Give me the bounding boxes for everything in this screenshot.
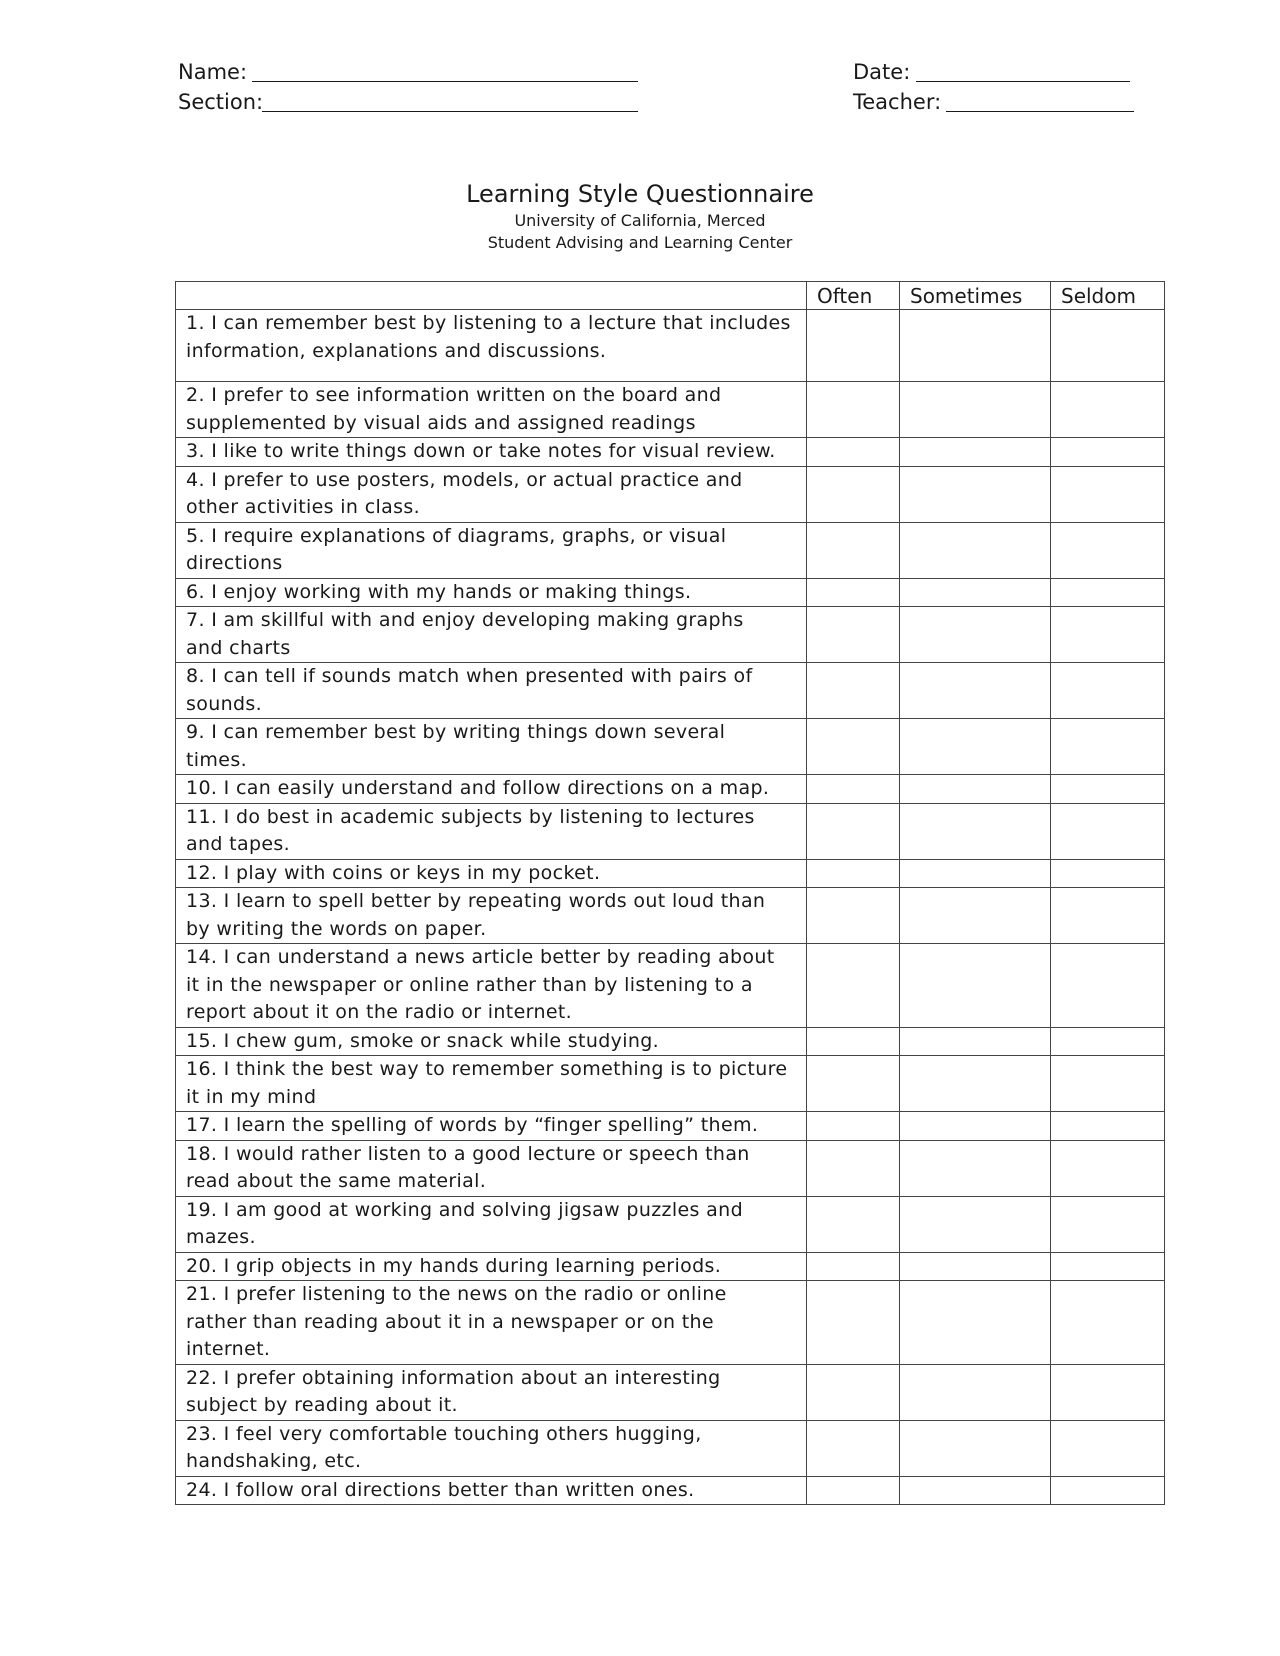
column-header-seldom: Seldom: [1051, 282, 1165, 310]
question-line: 8. I can tell if sounds match when presented with pairs of: [186, 665, 753, 687]
answer-cell-often[interactable]: [807, 522, 900, 578]
table-row: [176, 775, 1165, 804]
date-label: Date:: [853, 60, 911, 84]
question-text: [176, 775, 807, 804]
question-line: it in the newspaper or online rather than by listening to a: [186, 973, 753, 996]
table-row: [176, 1252, 1165, 1281]
answer-cell-sometimes[interactable]: [900, 310, 1051, 382]
table-row: [176, 1140, 1165, 1196]
question-line: internet.: [186, 1338, 271, 1360]
question-line: it in my mind: [186, 1085, 317, 1108]
answer-cell-often[interactable]: [807, 382, 900, 438]
table-row: [176, 522, 1165, 578]
table-row: [176, 1281, 1165, 1365]
answer-cell-sometimes[interactable]: [900, 1196, 1051, 1252]
question-line: read about the same material.: [186, 1170, 487, 1192]
question-line: report about it on the radio or internet.: [186, 1001, 573, 1023]
question-line: and tapes.: [186, 833, 291, 855]
question-line: directions: [186, 552, 283, 574]
answer-cell-seldom[interactable]: [1051, 859, 1165, 888]
question-line: 14. I can understand a news article better by reading about: [186, 946, 775, 968]
question-line: 7. I am skillful with and enjoy developing making graphs: [186, 609, 744, 631]
table-row: [176, 1196, 1165, 1252]
question-line: times.: [186, 748, 247, 771]
table-row: [176, 1056, 1165, 1112]
question-line: 15. I chew gum, smoke or snack while studying.: [186, 1029, 660, 1052]
answer-cell-seldom[interactable]: [1051, 438, 1165, 467]
table-row: [176, 578, 1165, 607]
answer-cell-often[interactable]: [807, 1056, 900, 1112]
answer-cell-sometimes[interactable]: [900, 944, 1051, 1028]
answer-cell-seldom[interactable]: [1051, 1476, 1165, 1505]
answer-cell-seldom[interactable]: [1051, 1196, 1165, 1252]
question-text: [176, 578, 807, 607]
answer-cell-sometimes[interactable]: [900, 382, 1051, 438]
question-text: [176, 859, 807, 888]
questionnaire-table: [175, 281, 1165, 1505]
answer-cell-sometimes[interactable]: [900, 522, 1051, 578]
question-text: [176, 663, 807, 719]
answer-cell-sometimes[interactable]: [900, 1364, 1051, 1420]
answer-cell-sometimes[interactable]: [900, 803, 1051, 859]
question-text: [176, 1420, 807, 1476]
answer-cell-sometimes[interactable]: [900, 888, 1051, 944]
answer-cell-sometimes[interactable]: [900, 1027, 1051, 1056]
question-line: 11. I do best in academic subjects by listening to lectures: [186, 805, 755, 828]
question-text: [176, 438, 807, 467]
answer-cell-often[interactable]: [807, 663, 900, 719]
answer-cell-often[interactable]: [807, 1420, 900, 1476]
answer-cell-often[interactable]: [807, 310, 900, 382]
question-text: [176, 888, 807, 944]
answer-cell-seldom[interactable]: [1051, 1056, 1165, 1112]
question-line: 18. I would rather listen to a good lecture or speech than: [186, 1142, 750, 1165]
question-line: 10. I can easily understand and follow directions on a map.: [186, 777, 770, 799]
question-line: by writing the words on paper.: [186, 917, 487, 940]
answer-cell-often[interactable]: [807, 944, 900, 1028]
answer-cell-sometimes[interactable]: [900, 1056, 1051, 1112]
answer-cell-often[interactable]: [807, 888, 900, 944]
question-line: and charts: [186, 636, 291, 659]
question-line: subject by reading about it.: [186, 1394, 458, 1416]
answer-cell-sometimes[interactable]: [900, 1112, 1051, 1141]
question-text: [176, 944, 807, 1028]
question-text: [176, 1112, 807, 1141]
answer-cell-sometimes[interactable]: [900, 466, 1051, 522]
answer-cell-seldom[interactable]: [1051, 578, 1165, 607]
teacher-field[interactable]: [946, 111, 1134, 112]
answer-cell-often[interactable]: [807, 1140, 900, 1196]
question-line: other activities in class.: [186, 496, 421, 518]
question-line: 13. I learn to spell better by repeating words out loud than: [186, 890, 766, 912]
table-row: [176, 310, 1165, 382]
answer-cell-seldom[interactable]: [1051, 1364, 1165, 1420]
answer-cell-seldom[interactable]: [1051, 1420, 1165, 1476]
question-line: mazes.: [186, 1226, 256, 1248]
answer-cell-seldom[interactable]: [1051, 775, 1165, 804]
question-line: 24. I follow oral directions better than written ones.: [186, 1478, 695, 1501]
answer-cell-often[interactable]: [807, 1112, 900, 1141]
question-line: 4. I prefer to use posters, models, or actual practice and: [186, 468, 743, 491]
answer-cell-sometimes[interactable]: [900, 1420, 1051, 1476]
column-header-question: [176, 282, 807, 310]
document-title: Learning Style Questionnaire: [466, 180, 814, 208]
answer-cell-sometimes[interactable]: [900, 1476, 1051, 1505]
question-line: information, explanations and discussions.: [186, 339, 607, 362]
answer-cell-often[interactable]: [807, 1252, 900, 1281]
question-line: 5. I require explanations of diagrams, graphs, or visual: [186, 524, 727, 547]
answer-cell-seldom[interactable]: [1051, 803, 1165, 859]
table-row: [176, 466, 1165, 522]
question-text: [176, 1476, 807, 1505]
question-text: [176, 607, 807, 663]
answer-cell-sometimes[interactable]: [900, 859, 1051, 888]
answer-cell-sometimes[interactable]: [900, 607, 1051, 663]
question-text: [176, 1056, 807, 1112]
question-text: [176, 1364, 807, 1420]
name-field[interactable]: [252, 81, 638, 82]
question-line: rather than reading about it in a newspaper or on the: [186, 1310, 714, 1333]
question-text: [176, 1027, 807, 1056]
question-text: [176, 522, 807, 578]
answer-cell-sometimes[interactable]: [900, 663, 1051, 719]
section-label: Section:: [178, 90, 264, 114]
answer-cell-sometimes[interactable]: [900, 719, 1051, 775]
question-text: [176, 719, 807, 775]
column-header-often: Often: [807, 282, 900, 310]
name-label: Name:: [178, 60, 248, 84]
question-text: [176, 803, 807, 859]
answer-cell-often[interactable]: [807, 466, 900, 522]
table-row: [176, 1364, 1165, 1420]
answer-cell-seldom[interactable]: [1051, 310, 1165, 382]
answer-cell-seldom[interactable]: [1051, 1140, 1165, 1196]
document-subtitle-center: Student Advising and Learning Center: [487, 233, 793, 252]
answer-cell-seldom[interactable]: [1051, 522, 1165, 578]
answer-cell-seldom[interactable]: [1051, 719, 1165, 775]
answer-cell-often[interactable]: [807, 775, 900, 804]
answer-cell-seldom[interactable]: [1051, 944, 1165, 1028]
answer-cell-seldom[interactable]: [1051, 663, 1165, 719]
answer-cell-sometimes[interactable]: [900, 1140, 1051, 1196]
question-line: 2. I prefer to see information written on the board and: [186, 384, 722, 406]
section-field[interactable]: [262, 111, 638, 112]
question-line: 6. I enjoy working with my hands or making things.: [186, 580, 692, 603]
table-row: [176, 944, 1165, 1028]
column-header-sometimes: Sometimes: [900, 282, 1051, 310]
answer-cell-sometimes[interactable]: [900, 775, 1051, 804]
question-text: [176, 1196, 807, 1252]
question-line: 21. I prefer listening to the news on the radio or online: [186, 1283, 727, 1305]
question-line: 12. I play with coins or keys in my pocket.: [186, 861, 601, 884]
answer-cell-often[interactable]: [807, 1027, 900, 1056]
table-row: [176, 663, 1165, 719]
answer-cell-seldom[interactable]: [1051, 466, 1165, 522]
answer-cell-often[interactable]: [807, 719, 900, 775]
answer-cell-often[interactable]: [807, 859, 900, 888]
answer-cell-seldom[interactable]: [1051, 888, 1165, 944]
table-row: [176, 382, 1165, 438]
question-rows: [176, 310, 1165, 1505]
table-row: [176, 1476, 1165, 1505]
question-line: 20. I grip objects in my hands during learning periods.: [186, 1254, 722, 1277]
table-row: [176, 888, 1165, 944]
question-line: 3. I like to write things down or take notes for visual review.: [186, 440, 776, 462]
question-line: supplemented by visual aids and assigned readings: [186, 411, 696, 434]
answer-cell-seldom[interactable]: [1051, 1281, 1165, 1365]
answer-cell-sometimes[interactable]: [900, 1252, 1051, 1281]
document-subtitle-university: University of California, Merced: [514, 211, 766, 230]
answer-cell-often[interactable]: [807, 1281, 900, 1365]
table-row: [176, 1420, 1165, 1476]
question-line: handshaking, etc.: [186, 1450, 362, 1472]
question-text: [176, 1281, 807, 1365]
answer-cell-often[interactable]: [807, 1196, 900, 1252]
date-field[interactable]: [916, 81, 1130, 82]
answer-cell-seldom[interactable]: [1051, 1027, 1165, 1056]
answer-cell-often[interactable]: [807, 607, 900, 663]
question-line: 9. I can remember best by writing things down several: [186, 721, 726, 743]
question-text: [176, 382, 807, 438]
answer-cell-often[interactable]: [807, 1364, 900, 1420]
answer-cell-often[interactable]: [807, 803, 900, 859]
table-row: [176, 859, 1165, 888]
answer-cell-often[interactable]: [807, 1476, 900, 1505]
question-text: [176, 1252, 807, 1281]
question-text: [176, 466, 807, 522]
question-line: 23. I feel very comfortable touching others hugging,: [186, 1422, 702, 1445]
answer-cell-seldom[interactable]: [1051, 607, 1165, 663]
question-line: 22. I prefer obtaining information about an interesting: [186, 1366, 721, 1389]
table-header-row: [176, 282, 1165, 310]
answer-cell-often[interactable]: [807, 578, 900, 607]
table-row: [176, 438, 1165, 467]
table-row: [176, 803, 1165, 859]
question-line: 17. I learn the spelling of words by “finger spelling” them.: [186, 1114, 759, 1136]
answer-cell-seldom[interactable]: [1051, 1252, 1165, 1281]
table-row: [176, 719, 1165, 775]
table-row: [176, 1112, 1165, 1141]
answer-cell-seldom[interactable]: [1051, 1112, 1165, 1141]
question-text: [176, 310, 807, 382]
table-row: [176, 607, 1165, 663]
question-line: 19. I am good at working and solving jigsaw puzzles and: [186, 1198, 743, 1221]
answer-cell-sometimes[interactable]: [900, 578, 1051, 607]
answer-cell-often[interactable]: [807, 438, 900, 467]
table-row: [176, 1027, 1165, 1056]
teacher-label: Teacher:: [853, 90, 942, 114]
answer-cell-sometimes[interactable]: [900, 438, 1051, 467]
question-line: sounds.: [186, 692, 263, 715]
question-text: [176, 1140, 807, 1196]
question-line: 1. I can remember best by listening to a lecture that includes: [186, 312, 791, 334]
answer-cell-sometimes[interactable]: [900, 1281, 1051, 1365]
question-line: 16. I think the best way to remember something is to picture: [186, 1058, 788, 1080]
answer-cell-seldom[interactable]: [1051, 382, 1165, 438]
